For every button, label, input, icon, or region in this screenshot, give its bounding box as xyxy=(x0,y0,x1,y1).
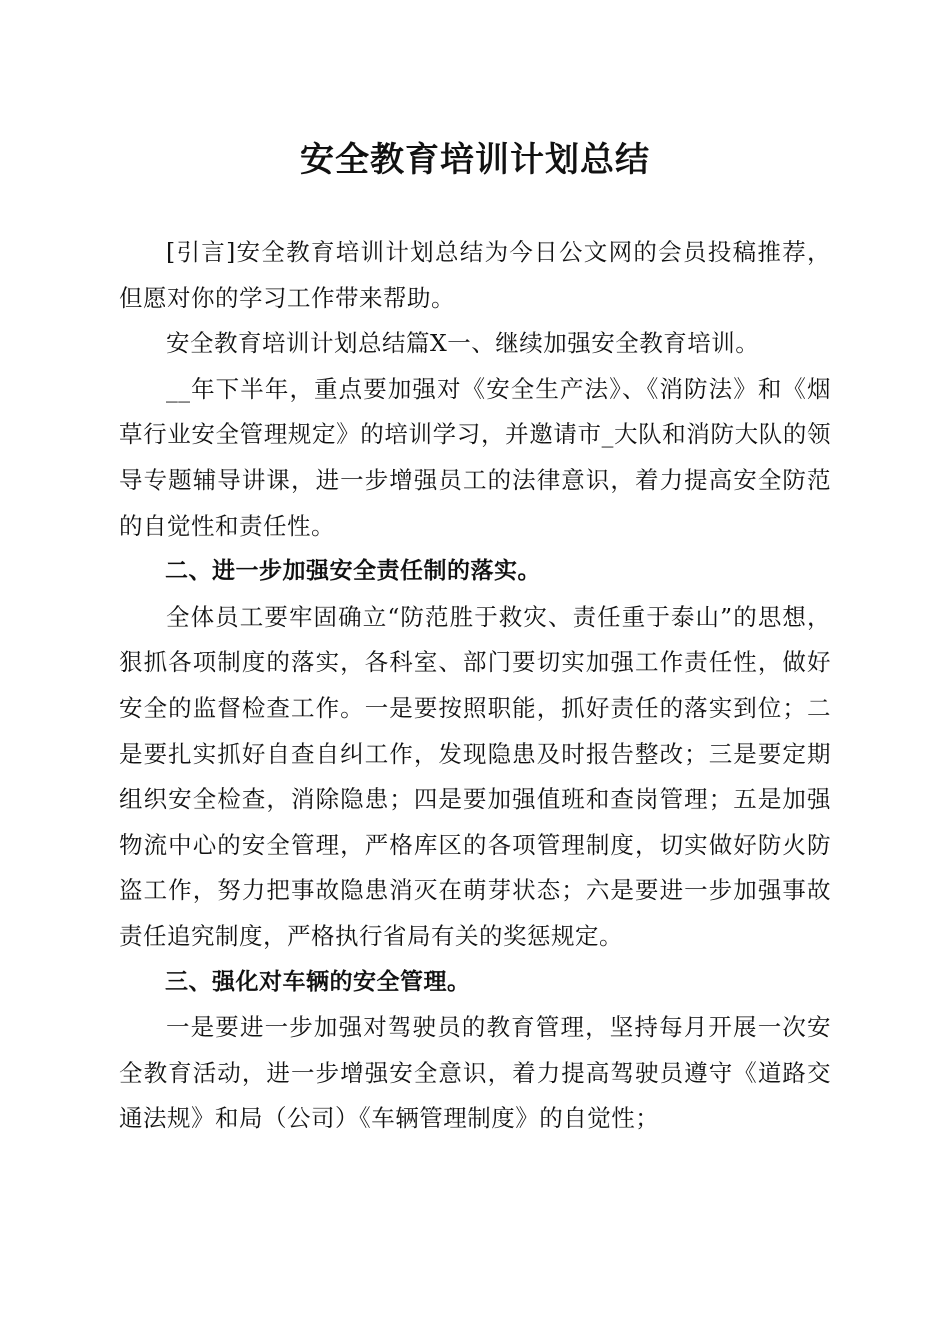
section-two-body-paragraph: 全体员工要牢固确立“防范胜于救灾、责任重于泰山”的思想，狠抓各项制度的落实，各科室、部门要切实加强工作责任性，做好安全的监督检查工作。一是要按照职能，抓好责任的落实到位；二是要扎实抓好自查自纠工作，发现隐患及时报告整改；三是要定期组织安全检查，消除隐患；四是要加强值班和查岗管理；五是加强物流中心的安全管理，严格库区的各项管理制度，切实做好防火防盗工作，努力把事故隐患消灭在萌芽状态；六是要进一步加强事故责任追究制度，严格执行省局有关的奖惩规定。 xyxy=(119,602,831,950)
section-one-body-paragraph: __年下半年，重点要加强对《安全生产法》、《消防法》和《烟草行业安全管理规定》的培训学习，并邀请市_大队和消防大队的领导专题辅导讲课，进一步增强员工的法律意识，着力提高安全防范的自觉性和责任性。 xyxy=(119,374,831,540)
intro-paragraph: [引言]安全教育培训计划总结为今日公文网的会员投稿推荐，但愿对你的学习工作带来帮助。 xyxy=(119,238,831,312)
section-three-body-paragraph: 一是要进一步加强对驾驶员的教育管理，坚持每月开展一次安全教育活动，进一步增强安全意识，着力提高驾驶员遵守《道路交通法规》和局（公司）《车辆管理制度》的自觉性； xyxy=(119,1013,831,1133)
section-one-heading-paragraph: 安全教育培训计划总结篇X一、继续加强安全教育培训。 xyxy=(166,329,760,358)
section-three-heading: 三、强化对车辆的安全管理。 xyxy=(165,968,471,995)
section-two-heading: 二、进一步加强安全责任制的落实。 xyxy=(165,558,541,585)
document-title: 安全教育培训计划总结 xyxy=(300,140,650,180)
document-body xyxy=(119,230,831,1142)
